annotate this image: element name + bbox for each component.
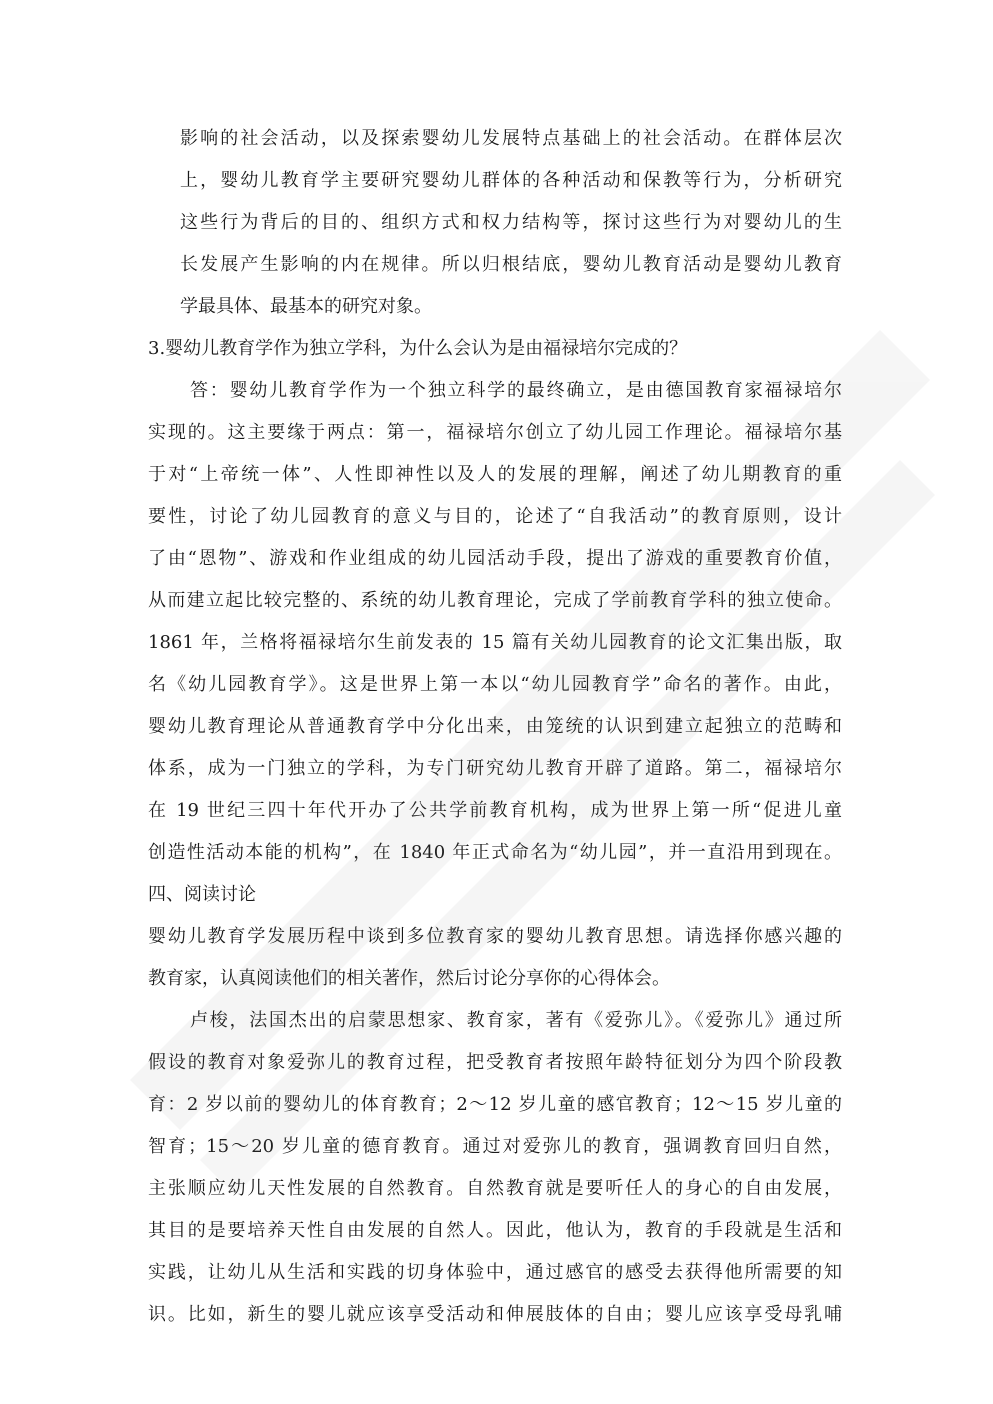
text-line: 婴幼儿教育理论从普通教育学中分化出来，由笼统的认识到建立起独立的范畴和 (148, 716, 842, 737)
text-line: 从而建立起比较完整的、系统的幼儿教育理论，完成了学前教育学科的独立使命。 (148, 590, 842, 611)
text-line: 影响的社会活动，以及探索婴幼儿发展特点基础上的社会活动。在群体层次 (180, 128, 842, 149)
text-line: 其目的是要培养天性自由发展的自然人。因此，他认为，教育的手段就是生活和 (148, 1220, 842, 1241)
text-line: 学最具体、最基本的研究对象。 (180, 296, 432, 317)
text-line: 假设的教育对象爱弥儿的教育过程，把受教育者按照年龄特征划分为四个阶段教 (148, 1052, 842, 1073)
text-line: 教育家，认真阅读他们的相关著作，然后讨论分享你的心得体会。 (148, 968, 670, 989)
text-line: 智育；15～20 岁儿童的德育教育。通过对爱弥儿的教育，强调教育回归自然， (148, 1136, 842, 1157)
text-line: 在 19 世纪三四十年代开办了公共学前教育机构，成为世界上第一所“促进儿童 (148, 800, 842, 821)
text-line: 实现的。这主要缘于两点：第一，福禄培尔创立了幼儿园工作理论。福禄培尔基 (148, 422, 842, 443)
text-line: 体系，成为一门独立的学科，为专门研究幼儿教育开辟了道路。第二，福禄培尔 (148, 758, 842, 779)
text-line: 名《幼儿园教育学》。这是世界上第一本以“幼儿园教育学”命名的著作。由此， (148, 674, 842, 695)
text-line: 了由“恩物”、游戏和作业组成的幼儿园活动手段，提出了游戏的重要教育价值， (148, 548, 842, 569)
text-line: 卢梭，法国杰出的启蒙思想家、教育家，著有《爱弥儿》。《爱弥儿》通过所 (190, 1010, 842, 1031)
question-heading: 3.婴幼儿教育学作为独立学科，为什么会认为是由福禄培尔完成的？ (148, 338, 688, 359)
text-line: 主张顺应幼儿天性发展的自然教育。自然教育就是要听任人的身心的自由发展， (148, 1178, 842, 1199)
text-line: 识。比如，新生的婴儿就应该享受活动和伸展肢体的自由；婴儿应该享受母乳哺 (148, 1304, 842, 1325)
text-line: 上，婴幼儿教育学主要研究婴幼儿群体的各种活动和保教等行为，分析研究 (180, 170, 842, 191)
text-line: 这些行为背后的目的、组织方式和权力结构等，探讨这些行为对婴幼儿的生 (180, 212, 842, 233)
text-line: 婴幼儿教育学发展历程中谈到多位教育家的婴幼儿教育思想。请选择你感兴趣的 (148, 926, 842, 947)
section-heading: 四、阅读讨论 (148, 884, 256, 905)
text-line: 实践，让幼儿从生活和实践的切身体验中，通过感官的感受去获得他所需要的知 (148, 1262, 842, 1283)
text-line: 1861 年，兰格将福禄培尔生前发表的 15 篇有关幼儿园教育的论文汇集出版，取 (148, 632, 842, 653)
text-line: 于对“上帝统一体”、人性即神性以及人的发展的理解，阐述了幼儿期教育的重 (148, 464, 842, 485)
text-line: 答：婴幼儿教育学作为一个独立科学的最终确立，是由德国教育家福禄培尔 (190, 380, 842, 401)
text-line: 要性，讨论了幼儿园教育的意义与目的，论述了“自我活动”的教育原则，设计 (148, 506, 842, 527)
text-line: 育：2 岁以前的婴幼儿的体育教育；2～12 岁儿童的感官教育；12～15 岁儿童的 (148, 1094, 842, 1115)
text-line: 长发展产生影响的内在规律。所以归根结底，婴幼儿教育活动是婴幼儿教育 (180, 254, 842, 275)
text-line: 创造性活动本能的机构”，在 1840 年正式命名为“幼儿园”，并一直沿用到现在。 (148, 842, 842, 863)
